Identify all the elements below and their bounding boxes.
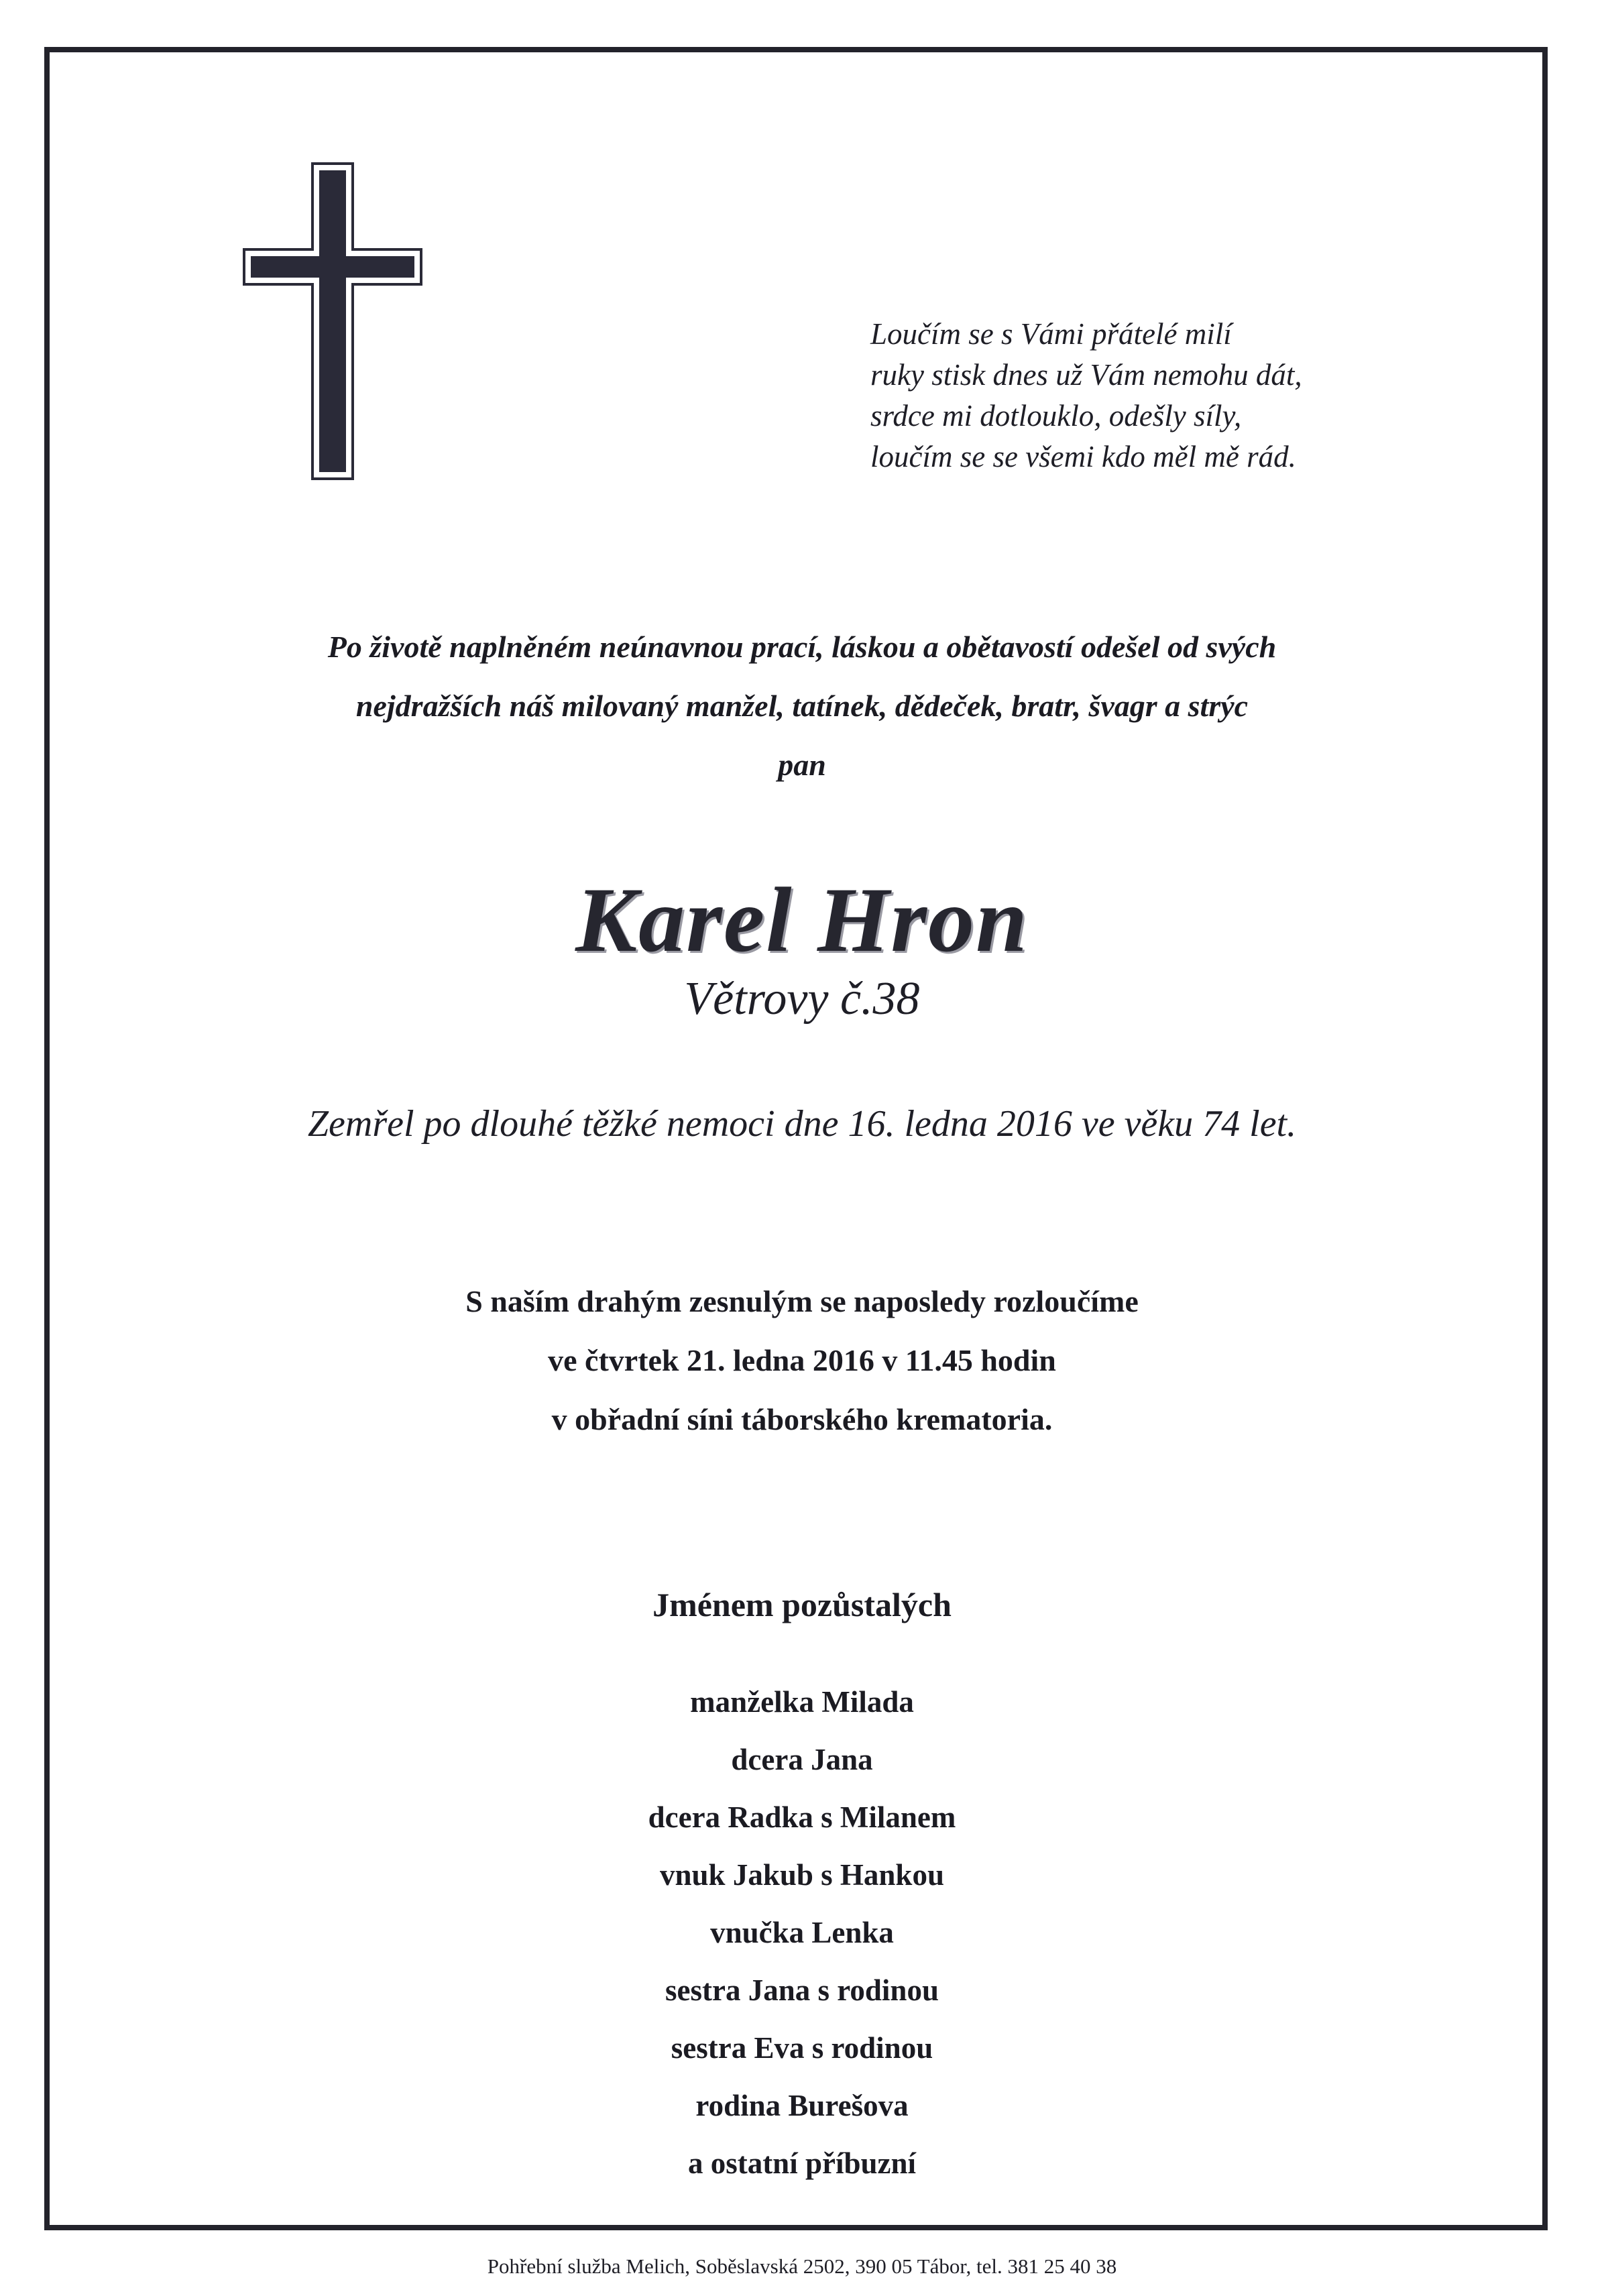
funeral-line: S naším drahým zesnulým se naposledy rozloučíme	[465, 1284, 1139, 1318]
cross-icon	[241, 161, 424, 481]
poem-line: srdce mi dotlouklo, odešly síly,	[870, 399, 1242, 433]
mourner-name: sestra Jana s rodinou	[665, 1973, 939, 2007]
mourner-name: vnuk Jakub s Hankou	[659, 1858, 944, 1892]
mourner-name: vnučka Lenka	[710, 1916, 894, 1949]
mourner-name: sestra Eva s rodinou	[671, 2031, 933, 2065]
intro-line: nejdražších náš milovaný manžel, tatínek, dědeček, bratr, švagr a strýc	[355, 689, 1249, 723]
poem-line: loučím se se všemi kdo měl mě rád.	[870, 440, 1296, 473]
mourner-name: dcera Radka s Milanem	[648, 1800, 956, 1834]
mourner-name: manželka Milada	[690, 1685, 914, 1719]
funeral-line: v obřadní síni táborského krematoria.	[551, 1402, 1053, 1436]
death-notice: Zemřel po dlouhé těžké nemoci dne 16. ledna 2016 ve věku 74 let.	[307, 1103, 1297, 1145]
intro-line: pan	[778, 748, 826, 782]
mourner-name: rodina Burešova	[695, 2089, 909, 2122]
mourners-heading: Jménem pozůstalých	[652, 1586, 952, 1623]
deceased-address: Větrovy č.38	[684, 973, 920, 1025]
mourner-name: dcera Jana	[731, 1743, 873, 1776]
mourner-name: a ostatní příbuzní	[687, 2146, 917, 2180]
deceased-name: Karel Hron	[575, 868, 1029, 971]
funeral-line: ve čtvrtek 21. ledna 2016 v 11.45 hodin	[548, 1343, 1056, 1377]
poem-line: ruky stisk dnes už Vám nemohu dát,	[870, 358, 1302, 392]
funeral-service-footer: Pohřební služba Melich, Soběslavská 2502, 390 05 Tábor, tel. 381 25 40 38	[487, 2254, 1117, 2278]
intro-line: Po životě naplněném neúnavnou prací, láskou a obětavostí odešel od svých	[327, 630, 1277, 664]
poem-line: Loučím se s Vámi přátelé milí	[870, 317, 1232, 351]
farewell-poem	[870, 314, 1302, 477]
